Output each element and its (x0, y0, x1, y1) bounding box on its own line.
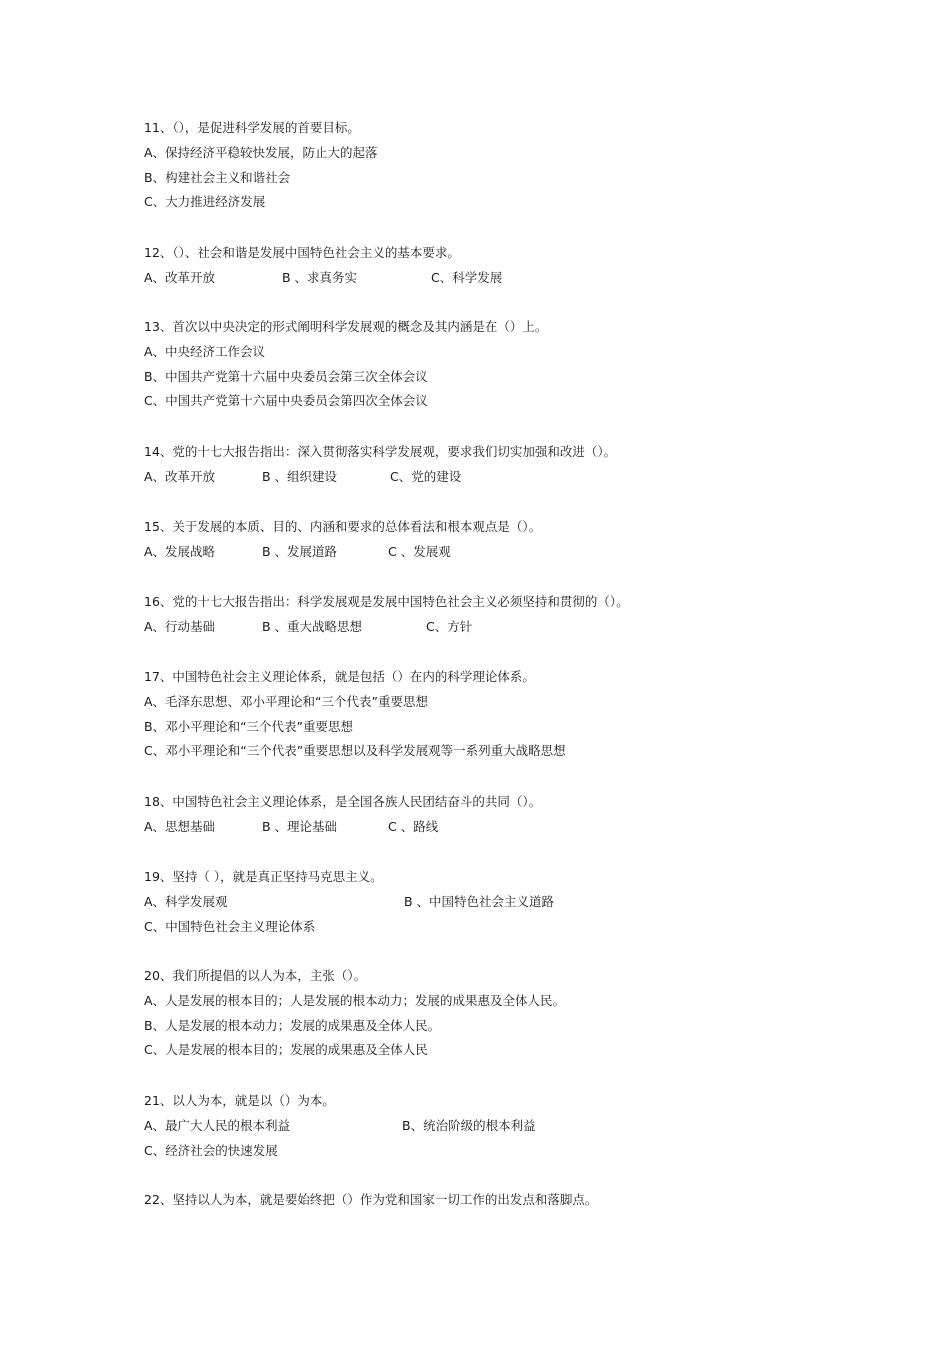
question-13 (144, 315, 844, 414)
option-c: C 、路线 (388, 818, 439, 834)
option-b: B、邓小平理论和“三个代表”重要思想 (144, 718, 354, 734)
question-stem: 19、坚持（ ），就是真正坚持马克思主义。 (144, 869, 383, 884)
question-stem: 13、首次以中央决定的形式阐明科学发展观的概念及其内涵是在（）上。 (144, 319, 548, 334)
option-c: C、中国特色社会主义理论体系 (144, 918, 316, 934)
option-b: B 、中国特色社会主义道路 (404, 893, 555, 909)
option-c: C、党的建设 (390, 468, 462, 484)
question-12 (144, 241, 844, 291)
option-b: B、人是发展的根本动力；发展的成果惠及全体人民。 (144, 1017, 441, 1033)
question-11 (144, 116, 844, 215)
question-19 (144, 865, 844, 939)
option-a: A、行动基础 (144, 618, 216, 634)
options-row (144, 890, 844, 915)
question-stem: 17、中国特色社会主义理论体系，就是包括（）在内的科学理论体系。 (144, 669, 535, 684)
option-c: C、方针 (426, 618, 473, 634)
option-a: A、最广大人民的根本利益 (144, 1117, 291, 1133)
question-stem: 21、以人为本，就是以（）为本。 (144, 1093, 335, 1108)
options-row (144, 1114, 844, 1139)
option-b: B、中国共产党第十六届中央委员会第三次全体会议 (144, 368, 428, 384)
question-21 (144, 1089, 844, 1163)
option-a: A、发展战略 (144, 543, 216, 559)
options-row (144, 540, 844, 565)
question-stem: 18、中国特色社会主义理论体系，是全国各族人民团结奋斗的共同（）。 (144, 794, 542, 809)
option-c: C、邓小平理论和“三个代表”重要思想以及科学发展观等一系列重大战略思想 (144, 743, 566, 759)
option-b: B、构建社会主义和谐社会 (144, 169, 291, 185)
question-17 (144, 665, 844, 764)
question-16 (144, 590, 844, 640)
question-stem: 16、党的十七大报告指出：科学发展观是发展中国特色社会主义必须坚持和贯彻的（）。 (144, 594, 629, 609)
question-stem: 15、关于发展的本质、目的、内涵和要求的总体看法和根本观点是（）。 (144, 519, 542, 534)
question-stem: 20、我们所提倡的以人为本，主张（）。 (144, 968, 367, 983)
question-stem: 14、党的十七大报告指出：深入贯彻落实科学发展观，要求我们切实加强和改进（）。 (144, 444, 617, 459)
question-22 (144, 1188, 844, 1213)
option-c: C、科学发展 (431, 269, 503, 285)
question-stem: 11、（），是促进科学发展的首要目标。 (144, 120, 360, 135)
option-c: C、大力推进经济发展 (144, 194, 266, 210)
option-b: B 、求真务实 (282, 269, 358, 285)
option-b: B 、发展道路 (262, 543, 338, 559)
option-a: A、人是发展的根本目的；人是发展的根本动力；发展的成果惠及全体人民。 (144, 992, 566, 1008)
option-b: B 、理论基础 (262, 818, 338, 834)
option-a: A、改革开放 (144, 468, 216, 484)
question-18 (144, 790, 844, 840)
option-c: C、人是发展的根本目的；发展的成果惠及全体人民 (144, 1042, 428, 1058)
option-a: A、改革开放 (144, 269, 216, 285)
option-c: C 、发展观 (388, 543, 451, 559)
options-row (144, 615, 844, 640)
option-b: B 、重大战略思想 (262, 618, 363, 634)
option-a: A、毛泽东思想、邓小平理论和“三个代表”重要思想 (144, 693, 429, 709)
option-a: A、思想基础 (144, 818, 216, 834)
option-b: B 、组织建设 (262, 468, 338, 484)
question-stem: 12、（）、社会和谐是发展中国特色社会主义的基本要求。 (144, 245, 460, 260)
options-row (144, 465, 844, 490)
options-row (144, 815, 844, 840)
option-b: B、统治阶级的根本利益 (402, 1117, 536, 1133)
option-c: C、经济社会的快速发展 (144, 1142, 278, 1158)
option-a: A、中央经济工作会议 (144, 343, 266, 359)
question-stem: 22、坚持以人为本，就是要始终把（）作为党和国家一切工作的出发点和落脚点。 (144, 1192, 598, 1207)
option-a: A、科学发展观 (144, 893, 228, 909)
question-20 (144, 964, 844, 1063)
question-14 (144, 440, 844, 490)
option-a: A、保持经济平稳较快发展，防止大的起落 (144, 144, 378, 160)
option-c: C、中国共产党第十六届中央委员会第四次全体会议 (144, 393, 428, 409)
options-row (144, 266, 844, 291)
question-15 (144, 515, 844, 565)
